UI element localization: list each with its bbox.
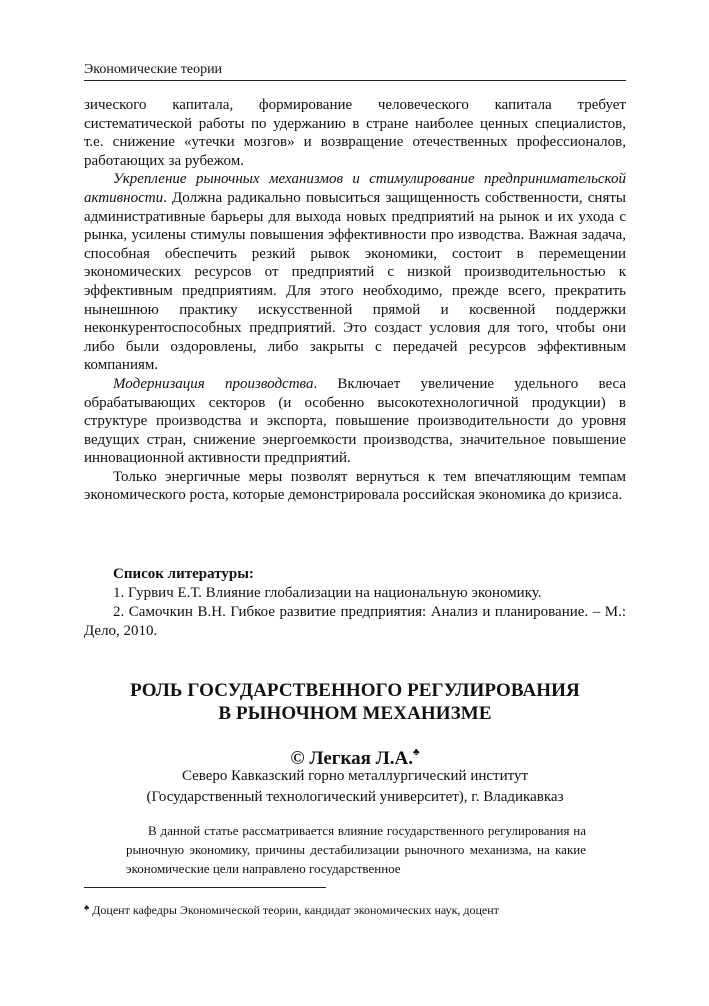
paragraph-continuation: зического капитала, формирование человеческого капитала требует систематической работы по удержанию в стране наиболее ценных специалистов, т.е. снижение «утечки мозгов» и возвращение отечественных профессионалов, работающих за рубежом. [84, 97, 626, 169]
reference-item: 1. Гурвич Е.Т. Влияние глобализации на национальную экономику. [113, 585, 542, 601]
paragraph-market-mechanisms [84, 170, 626, 375]
footnote [84, 900, 626, 918]
article-title-line: В РЫНОЧНОМ МЕХАНИЗМЕ [218, 703, 492, 724]
article-title-line: РОЛЬ ГОСУДАРСТВЕННОГО РЕГУЛИРОВАНИЯ [130, 680, 580, 701]
paragraph-text: . Включает увеличение удельного веса обрабатывающих секторов (и особенно высокотехнологичной продукции) в структуре производства и экспорта, повышение производительности до уровня ведущих стран, снижение энергоемкости производства, значительное повышение инновационной активности предприятий. [84, 375, 626, 467]
running-header: Экономические теории [84, 62, 223, 77]
paragraph-conclusion: Только энергичные меры позволят вернуться к тем впечатляющим темпам экономического роста, которые демонстрировала российская экономика до кризиса. [84, 468, 626, 504]
reference-item: 2. Самочкин В.Н. Гибкое развитие предприятия: Анализ и планирование. – М.: Дело, 2010. [84, 604, 626, 639]
paragraph-heading-italic: Укрепление рыночных механизмов и стимулирование предпринимательской активности [84, 171, 626, 206]
article-abstract [126, 821, 586, 878]
paragraph-text: . Должна радикально повыситься защищенность собственности, сняты административные барьеры для выхода новых предприятий на рынок и их ухода с рынка, усилены стимулы повышения эффективности про изводства. Важная задача, способная обеспечить резкий рывок экономики, состоит в перемещении экономических ресурсов от предприятий с низкой производительностью к эффективным предприятиям. Для этого необходимо, прежде всего, прекратить нынешнюю практику искусственной прямой и косвенной поддержки неконкурентоспособных предприятий. Это создаст условия для того, чтобы они либо были оздоровлены, либо закрыты с передачей ресурсов эффективным компаниям. [84, 189, 626, 374]
paragraph-modernization [84, 375, 626, 468]
paragraph-heading-italic: Модернизация производства [113, 375, 314, 392]
article-title [84, 679, 626, 725]
club-footnote-mark-icon[interactable]: ♣ [413, 747, 420, 758]
footnote-rule [84, 887, 326, 888]
club-footnote-mark-icon: ♣ [84, 903, 90, 912]
author-affiliation [84, 766, 626, 808]
author-text: © Легкая Л.А. [290, 748, 414, 769]
abstract-text: В данной статье рассматривается влияние государственного регулирования на рыночную экономику, причины дестабилизации рыночного механизма, на какие экономические цели направлено государственное [126, 823, 586, 876]
header-rule [84, 80, 626, 81]
body-text [84, 96, 626, 505]
affiliation-line: (Государственный технологический университет), г. Владикавказ [146, 789, 564, 805]
affiliation-line: Северо Кавказский горно металлургический институт [181, 768, 529, 784]
references-section [84, 565, 626, 641]
references-heading: Список литературы: [113, 566, 254, 582]
footnote-text: Доцент кафедры Экономической теории, кандидат экономических наук, доцент [89, 903, 499, 917]
